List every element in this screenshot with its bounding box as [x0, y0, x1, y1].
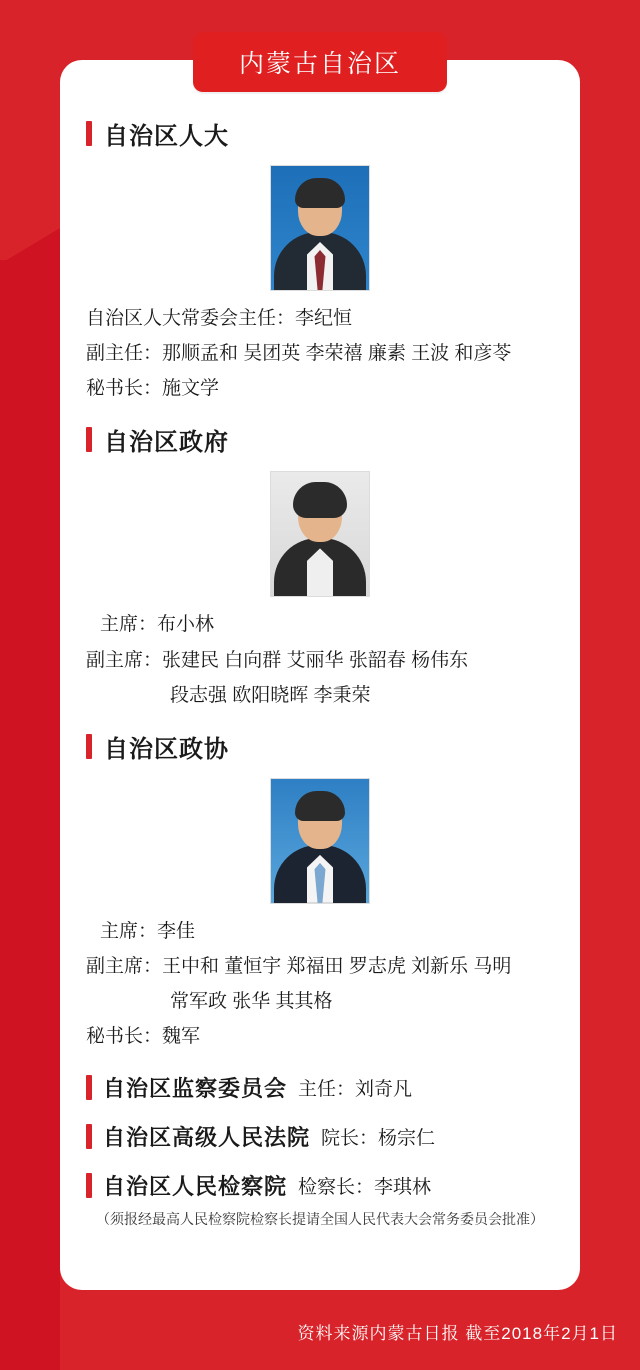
list-item: 秘书长：魏军: [86, 1026, 201, 1048]
section-lines: [86, 301, 554, 406]
photo-hair: [293, 482, 347, 518]
footnote: （须报经最高人民检察院检察长提请全国人民代表大会常务委员会批准）: [96, 1211, 544, 1228]
list-item: 秘书长：施文学: [86, 378, 220, 400]
list-item: 自治区人大常委会主任：李纪恒: [86, 308, 353, 329]
organization-name: 自治区监察委员会: [103, 1076, 288, 1102]
section-renda: [86, 116, 554, 406]
organization-leader: 检察长：李琪林: [298, 1177, 432, 1199]
decorative-left-band: [0, 260, 60, 1370]
section-jianchayuan: [86, 1170, 554, 1201]
section-lines: [86, 607, 554, 712]
organization-name: 自治区人民检察院: [103, 1174, 288, 1200]
section-jiancha-weiyuanhui: [86, 1072, 554, 1103]
portrait-photo-zhengxie: [270, 778, 370, 904]
section-title: 自治区政府: [104, 429, 229, 457]
portrait-wrap: [86, 778, 554, 904]
list-item: 主席：布小林: [100, 614, 215, 636]
organization-leader: 主任：刘奇凡: [298, 1079, 413, 1101]
accent-bar-icon: [86, 734, 92, 759]
section-title: 自治区人大: [104, 123, 229, 150]
list-item: 常军政 张华 其其格: [170, 991, 333, 1013]
accent-bar-icon: [86, 1124, 92, 1149]
decorative-notch: [0, 228, 60, 264]
section-gaoji-fayuan: [86, 1121, 554, 1152]
photo-hair: [295, 178, 345, 208]
list-item: 主席：李佳: [100, 920, 196, 942]
section-header: [86, 422, 554, 457]
portrait-photo-renda: [270, 165, 370, 291]
source-footer: 资料来源内蒙古日报 截至2018年2月1日: [297, 1324, 618, 1343]
list-item: 副主席：王中和 董恒宇 郑福田 罗志虎 刘新乐 马明: [86, 955, 512, 977]
section-zhengxie: [86, 729, 554, 1055]
accent-bar-icon: [86, 1075, 92, 1100]
portrait-wrap: [86, 471, 554, 597]
photo-hair: [295, 791, 345, 821]
page-title: 内蒙古自治区: [193, 32, 447, 92]
section-header: [86, 729, 554, 764]
section-zhengfu: [86, 422, 554, 712]
section-lines: [86, 914, 554, 1055]
section-header: [86, 116, 554, 151]
portrait-photo-zhengfu: [270, 471, 370, 597]
organization-name: 自治区高级人民法院: [103, 1125, 311, 1151]
organization-leader: 院长：杨宗仁: [321, 1128, 436, 1150]
accent-bar-icon: [86, 427, 92, 452]
accent-bar-icon: [86, 1173, 92, 1198]
portrait-wrap: [86, 165, 554, 291]
list-item: 副主席：张建民 白向群 艾丽华 张韶春 杨伟东: [86, 649, 469, 671]
section-title: 自治区政协: [104, 735, 229, 763]
list-item: 段志强 欧阳晓晖 李秉荣: [170, 684, 371, 706]
content-area: [60, 100, 580, 1229]
list-item: 副主任：那顺孟和 吴团英 李荣禧 廉素 王波 和彦苓: [86, 343, 512, 365]
accent-bar-icon: [86, 121, 92, 146]
